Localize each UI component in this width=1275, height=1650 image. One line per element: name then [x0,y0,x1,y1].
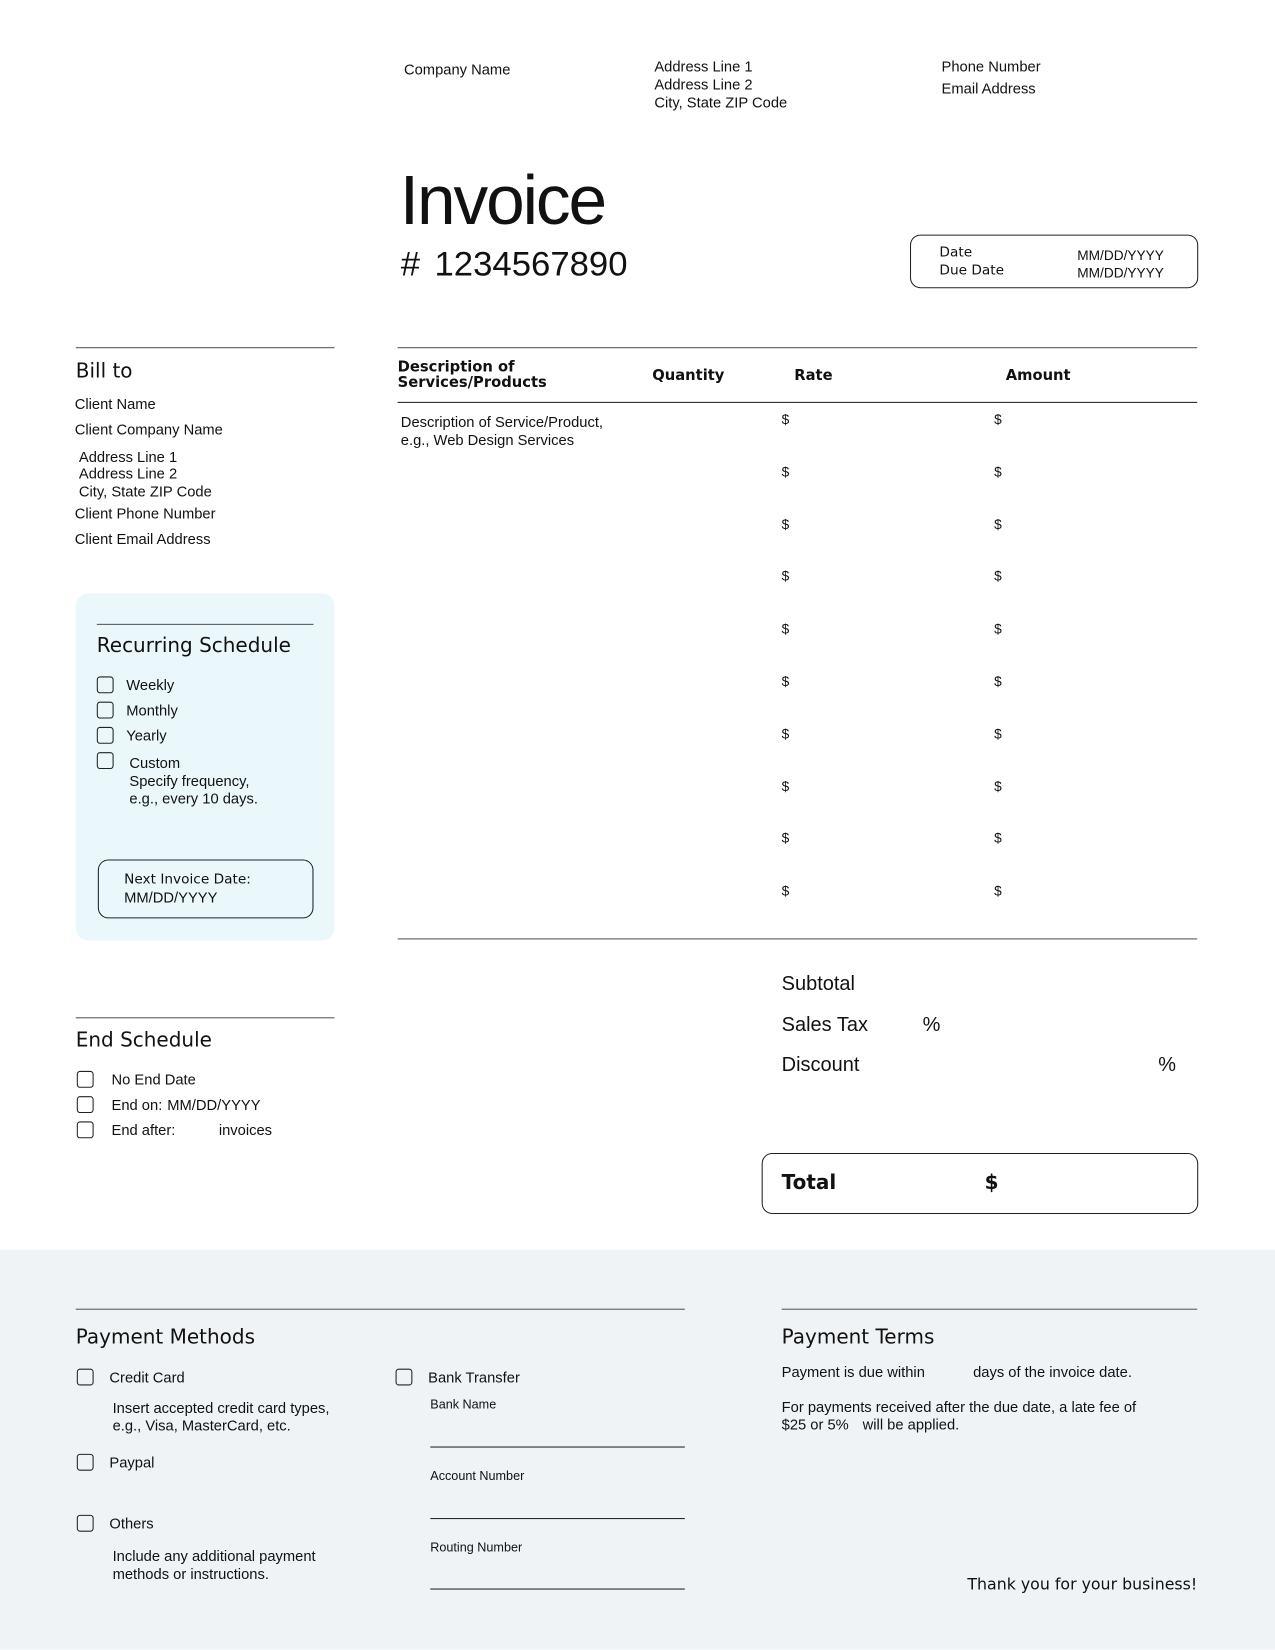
total-currency[interactable]: $ [984,1170,999,1195]
row-rate-cell[interactable]: $ [781,830,790,847]
payment-methods-title: Payment Methods [75,1325,255,1349]
due-date-value[interactable]: MM/DD/YYYY [1077,265,1164,281]
company-address-2: Address Line 2 [654,75,753,93]
sales-tax-label: Sales Tax [781,1014,868,1037]
date-value[interactable]: MM/DD/YYYY [1077,247,1164,263]
next-invoice-value[interactable]: MM/DD/YYYY [124,888,218,906]
row-amount-cell[interactable]: $ [994,778,1002,794]
divider [76,347,335,348]
routing-number-label: Routing Number [430,1540,523,1555]
row-rate-cell[interactable]: $ [781,620,790,637]
row-rate-cell[interactable]: $ [781,673,790,690]
company-name: Company Name [403,61,511,78]
no-end-date-label: No End Date [111,1070,196,1088]
weekly-label: Weekly [126,676,175,694]
client-address-2[interactable]: Address Line 2 [78,464,178,482]
bank-transfer-label: Bank Transfer [428,1368,520,1386]
custom-label: Custom [129,754,181,772]
row-rate-cell[interactable]: $ [781,725,790,742]
custom-hint-1[interactable]: Specify frequency, [129,772,250,790]
bank-name-label: Bank Name [430,1397,497,1412]
row-amount-cell[interactable]: $ [994,882,1002,899]
divider [782,1309,1198,1310]
row-rate-cell[interactable]: $ [781,516,790,532]
row-rate-cell[interactable]: $ [781,882,790,899]
end-on-checkbox[interactable] [77,1096,94,1113]
monthly-label: Monthly [126,701,178,719]
custom-hint-2[interactable]: e.g., every 10 days. [129,790,258,807]
weekly-checkbox[interactable] [97,676,114,693]
terms-late-fee[interactable]: $25 or 5% [781,1415,849,1433]
total-label: Total [781,1170,837,1195]
date-label: Date [939,245,973,261]
yearly-checkbox[interactable] [97,727,114,744]
company-email: Email Address [941,79,1036,97]
paypal-checkbox[interactable] [77,1454,94,1471]
credit-card-label: Credit Card [109,1368,185,1386]
credit-hint-1[interactable]: Insert accepted credit card types, [112,1399,330,1416]
row-rate-cell[interactable]: $ [781,463,790,480]
invoice-number-prefix: # [400,244,421,283]
custom-checkbox[interactable] [97,752,114,769]
table-bottom-border [398,938,1198,939]
row-amount-cell[interactable]: $ [994,516,1002,532]
paypal-label: Paypal [109,1453,155,1471]
account-number-label: Account Number [430,1468,525,1484]
row-amount-cell[interactable]: $ [994,673,1002,690]
header-rate: Rate [794,367,833,384]
yearly-label: Yearly [126,726,167,744]
table-top-border [398,347,1198,348]
terms-due-pre: Payment is due within [781,1363,925,1381]
terms-late-post: will be applied. [862,1415,960,1433]
credit-card-checkbox[interactable] [77,1369,94,1386]
row-rate-cell[interactable]: $ [781,411,790,428]
row-description-2[interactable]: e.g., Web Design Services [400,431,575,449]
divider [76,1309,685,1310]
header-description-1: Description of [397,358,515,376]
bill-to-title: Bill to [75,359,133,383]
others-checkbox[interactable] [77,1515,94,1532]
divider [76,1017,335,1018]
client-phone[interactable]: Client Phone Number [74,504,216,522]
routing-number-field[interactable] [430,1589,685,1590]
company-phone: Phone Number [941,57,1041,75]
row-rate-cell[interactable]: $ [781,778,790,794]
due-date-label: Due Date [939,263,1005,279]
bank-transfer-checkbox[interactable] [396,1369,413,1386]
discount-percent[interactable]: % [1158,1054,1177,1077]
row-amount-cell[interactable]: $ [994,568,1002,585]
end-schedule-title: End Schedule [75,1028,212,1052]
terms-late-line: For payments received after the due date, a late fee of [781,1398,1137,1415]
row-amount-cell[interactable]: $ [994,725,1002,742]
payment-terms-title: Payment Terms [781,1325,935,1349]
end-on-date[interactable]: MM/DD/YYYY [167,1096,261,1114]
header-description-2: Services/Products [397,374,547,392]
credit-hint-2[interactable]: e.g., Visa, MasterCard, etc. [112,1417,291,1434]
next-invoice-label: Next Invoice Date: [124,872,251,888]
client-address-1[interactable]: Address Line 1 [78,448,178,465]
row-description-1[interactable]: Description of Service/Product, [400,413,604,431]
end-after-checkbox[interactable] [77,1121,94,1138]
others-hint-1[interactable]: Include any additional payment [112,1547,316,1565]
client-name[interactable]: Client Name [74,395,156,413]
monthly-checkbox[interactable] [97,702,114,719]
thank-you-message: Thank you for your business! [967,1574,1198,1594]
row-amount-cell[interactable]: $ [994,411,1002,428]
divider [97,624,314,625]
client-address-3[interactable]: City, State ZIP Code [78,482,212,500]
invoice-number: 1234567890 [434,244,628,283]
row-rate-cell[interactable]: $ [781,568,790,585]
no-end-date-checkbox[interactable] [77,1071,94,1088]
end-after-label: End after: [111,1121,176,1139]
discount-label: Discount [781,1054,860,1077]
row-amount-cell[interactable]: $ [994,620,1002,637]
company-address-1: Address Line 1 [654,57,753,75]
client-company[interactable]: Client Company Name [74,420,223,438]
bank-name-field[interactable] [430,1447,685,1448]
invoices-label: invoices [218,1121,273,1139]
account-number-field[interactable] [430,1518,685,1519]
page-title: Invoice [399,160,606,239]
terms-due-post: days of the invoice date. [973,1363,1132,1381]
header-quantity: Quantity [652,367,725,384]
header-amount: Amount [1005,367,1071,384]
table-header-border [398,402,1198,403]
client-email[interactable]: Client Email Address [74,530,211,548]
subtotal-label: Subtotal [781,973,855,996]
others-label: Others [109,1514,154,1532]
company-address-3: City, State ZIP Code [654,93,788,111]
sales-tax-percent[interactable]: % [922,1014,941,1037]
row-amount-cell[interactable]: $ [994,463,1002,480]
row-amount-cell[interactable]: $ [994,830,1002,847]
others-hint-2[interactable]: methods or instructions. [112,1565,269,1583]
recurring-title: Recurring Schedule [96,634,291,658]
end-on-label: End on: [111,1096,163,1114]
